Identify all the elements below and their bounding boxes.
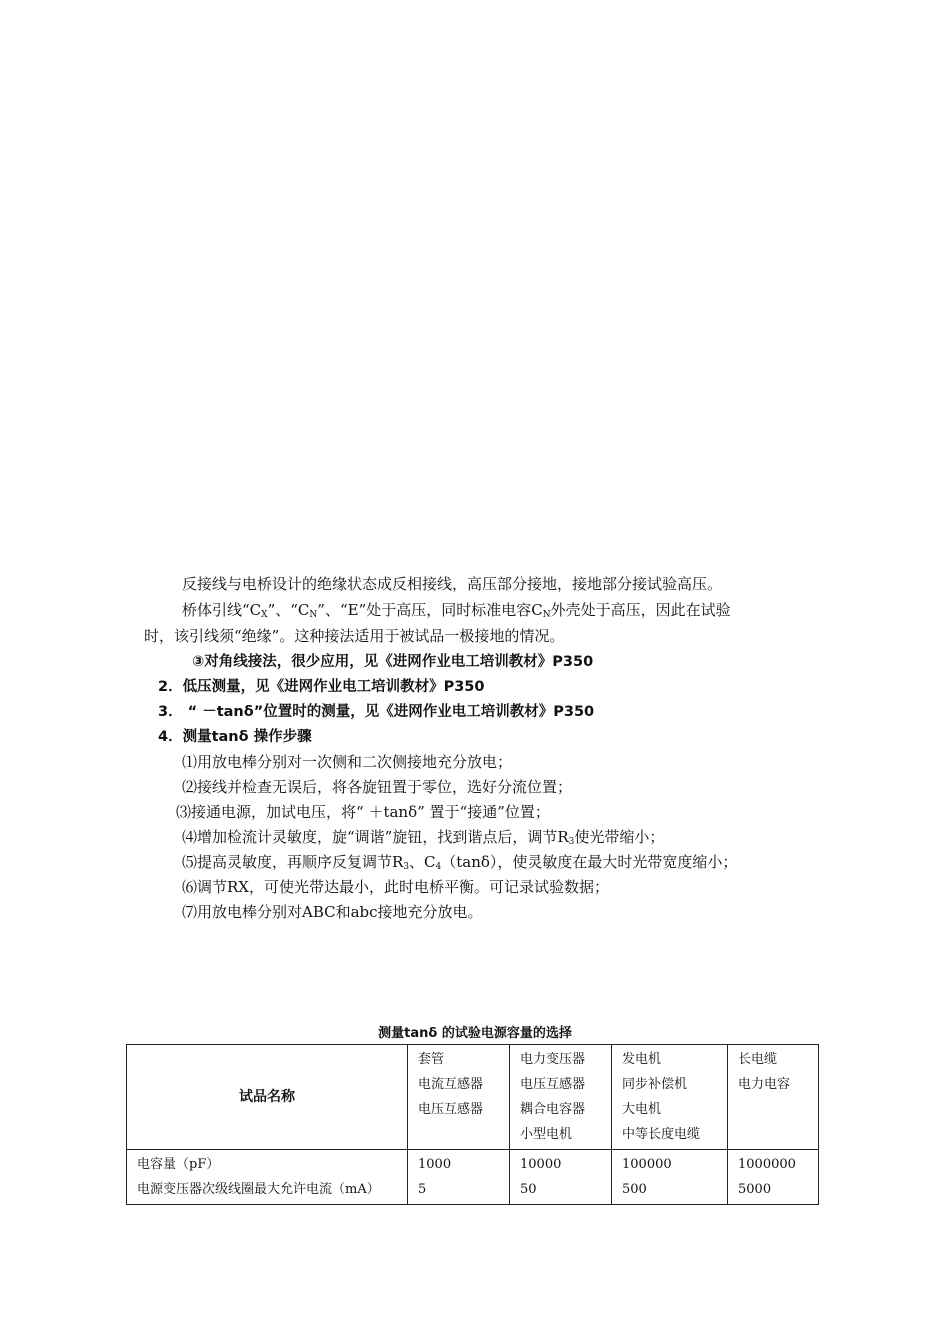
step-1: ⑴用放电棒分别对一次侧和二次侧接地充分放电；	[182, 753, 513, 771]
column-header-1: 套管 电流互感器 电压互感器	[408, 1045, 510, 1150]
values-col-2: 10000 50	[510, 1150, 612, 1205]
values-col-4: 1000000 5000	[728, 1150, 819, 1205]
power-capacity-table	[126, 1044, 819, 1205]
heading-low-voltage: 2．低压测量，见《进网作业电工培训教材》P350	[158, 679, 485, 695]
paragraph-bridge-leads: 桥体引线“$C_X$”、“$C_N$”、“E”处于高压，同时标准电容$C_N$外壳处于高压，因此在试验	[182, 601, 731, 620]
heading-negative-tan: 3． “ －tanδ”位置时的测量，见《进网作业电工培训教材》P350	[158, 704, 595, 720]
row-labels: 电容量（pF） 电源变压器次级线圈最大允许电流（mA）	[127, 1150, 408, 1205]
step-4: ⑷增加检流计灵敏度，旋“调谐”旋钮，找到谐点后，调节$R_3$使光带缩小；	[182, 828, 665, 847]
step-3: ⑶接通电源，加试电压，将“ ＋tanδ” 置于“接通”位置；	[176, 803, 550, 821]
step-5: ⑸提高灵敏度，再顺序反复调节$R_3$、$C_4(\tan\delta)$，使灵敏度在最大时光带宽度缩小；	[182, 853, 738, 872]
paragraph-reverse-wiring: 反接线与电桥设计的绝缘状态成反相接线，高压部分接地，接地部分接试验高压。	[182, 575, 723, 593]
table-caption: 测量tanδ 的试验电源容量的选择	[378, 1026, 572, 1041]
step-7: ⑺用放电棒分别对ABC和abc接地充分放电。	[182, 903, 483, 921]
values-col-1: 1000 5	[408, 1150, 510, 1205]
column-header-2: 电力变压器 电压互感器 耦合电容器 小型电机	[510, 1045, 612, 1150]
table-header-row	[127, 1045, 819, 1150]
paragraph-bridge-leads-cont: 时，该引线须“绝缘”。这种接法适用于被试品一极接地的情况。	[144, 627, 565, 645]
step-2: ⑵接线并检查无误后，将各旋钮置于零位，选好分流位置；	[182, 778, 573, 796]
sample-name-header: 试品名称	[127, 1045, 408, 1150]
column-header-3: 发电机 同步补偿机 大电机 中等长度电缆	[612, 1045, 728, 1150]
column-header-4: 长电缆 电力电容	[728, 1045, 819, 1150]
heading-diagonal-wiring: ③对角线接法，很少应用，见《进网作业电工培训教材》P350	[192, 654, 594, 670]
values-col-3: 100000 500	[612, 1150, 728, 1205]
step-6: ⑹调节RX，可使光带达最小，此时电桥平衡。可记录试验数据；	[182, 878, 609, 896]
heading-procedure: 4．测量tanδ 操作步骤	[158, 729, 312, 745]
table-row	[127, 1150, 819, 1205]
